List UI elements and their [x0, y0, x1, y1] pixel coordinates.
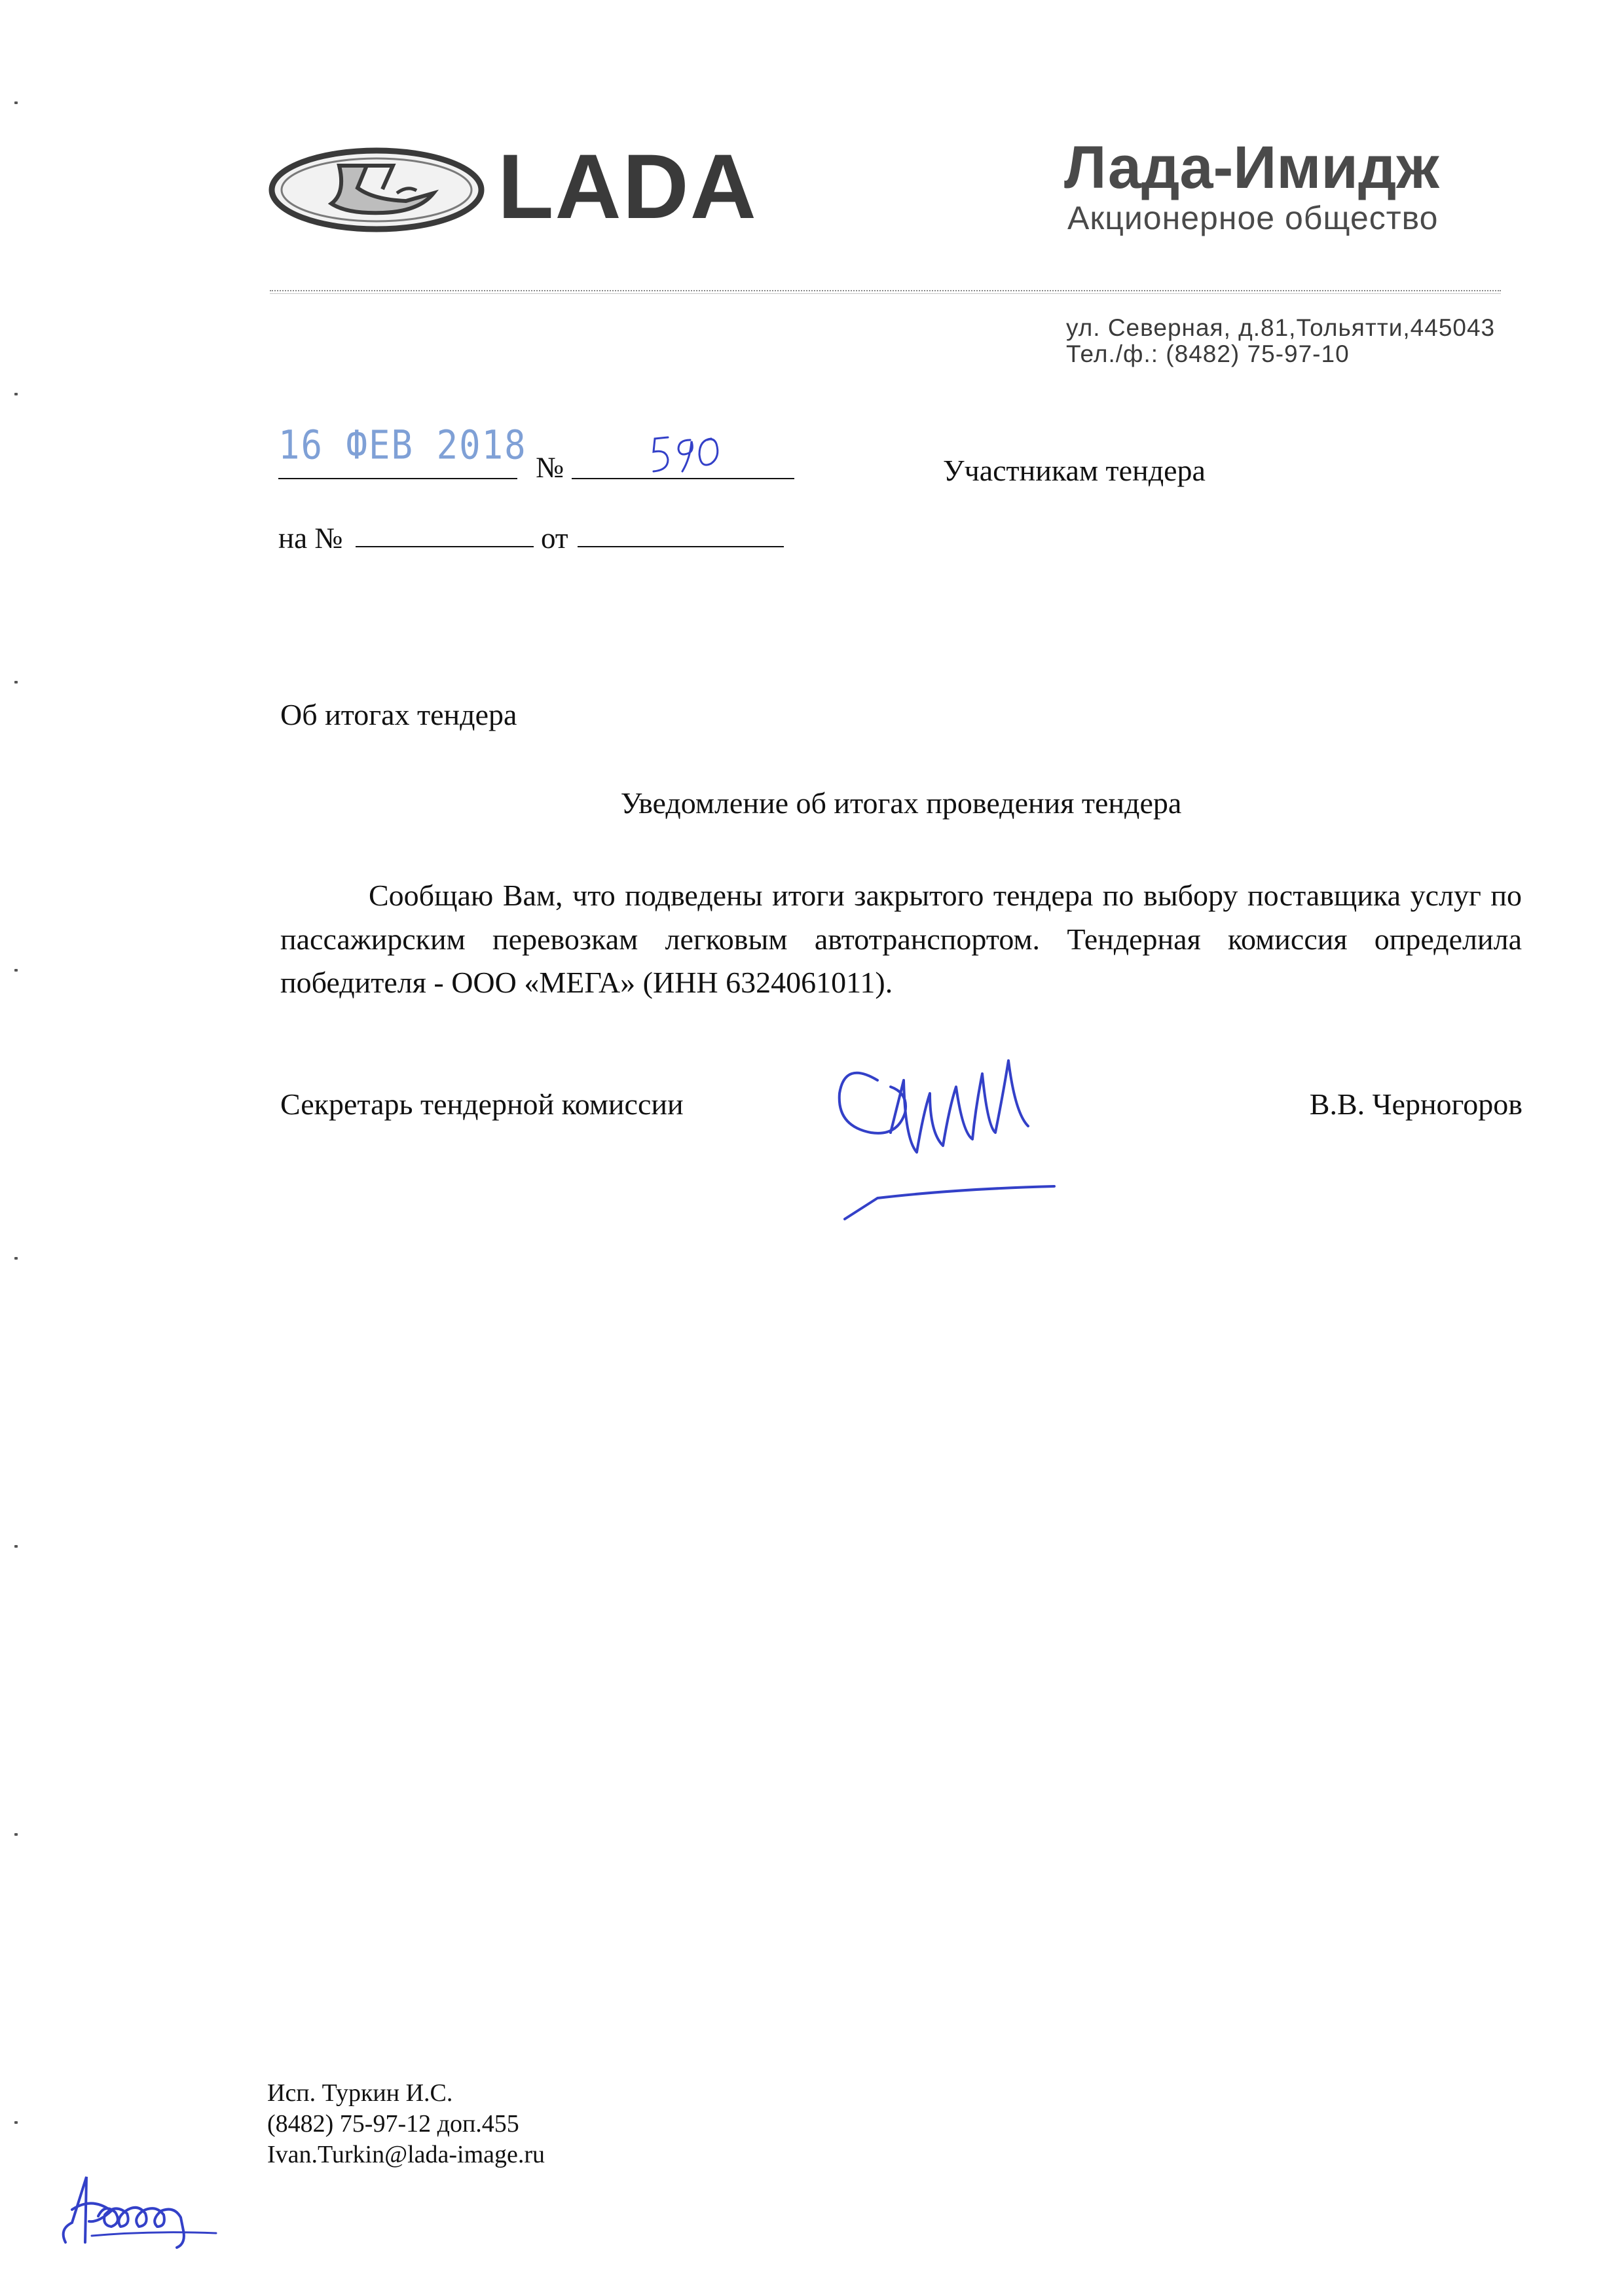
company-address: ул. Северная, д.81,Тольятти,445043: [1066, 314, 1496, 341]
company-type: Акционерное общество: [1067, 200, 1439, 236]
reference-number-line: [356, 546, 534, 547]
company-name: Лада-Имидж: [1064, 134, 1439, 201]
scan-speck: [14, 1833, 18, 1836]
handwritten-initials: [52, 2170, 223, 2255]
letter-subject: Об итогах тендера: [280, 698, 517, 731]
reference-date-line: [578, 546, 784, 547]
date-stamp: 16 ФЕВ 2018: [278, 422, 527, 468]
reference-date-label: от: [541, 522, 568, 555]
lada-boat-emblem: [268, 147, 485, 232]
scan-speck: [14, 1545, 18, 1548]
header-divider: [270, 290, 1501, 291]
addressee: Участникам тендера: [943, 454, 1206, 487]
letter-body: Сообщаю Вам, что подведены итоги закрытого тендера по выбору поставщика услуг по пассажирским перевозкам легковым автотранспортом. Тендерная комиссия определила победителя - ООО «МЕГА» (ИНН 6324061011).: [280, 879, 1522, 1000]
scan-speck: [14, 101, 18, 104]
executor-email: Ivan.Turkin@lada-image.ru: [267, 2141, 545, 2168]
signatory-name: В.В. Черногоров: [1309, 1087, 1522, 1121]
executor-phone: (8482) 75-97-12 доп.455: [267, 2110, 519, 2138]
scan-speck: [14, 1257, 18, 1260]
number-label: №: [536, 451, 564, 484]
reference-number-label: на №: [278, 522, 343, 555]
date-field-line: [278, 478, 517, 479]
number-field-line: [572, 478, 794, 479]
handwritten-signature: [832, 1034, 1120, 1231]
scan-speck: [14, 969, 18, 972]
signatory-position: Секретарь тендерной комиссии: [280, 1087, 684, 1121]
header-divider-underline: [270, 293, 1501, 294]
lada-wordmark: LADA: [498, 135, 758, 238]
scan-speck: [14, 393, 18, 395]
executor-name: Исп. Туркин И.С.: [267, 2079, 453, 2107]
scan-speck: [14, 681, 18, 683]
handwritten-document-number: [648, 432, 727, 478]
company-phone: Тел./ф.: (8482) 75-97-10: [1066, 340, 1350, 367]
letter-heading: Уведомление об итогах проведения тендера: [620, 786, 1182, 820]
scan-speck: [14, 2121, 18, 2124]
